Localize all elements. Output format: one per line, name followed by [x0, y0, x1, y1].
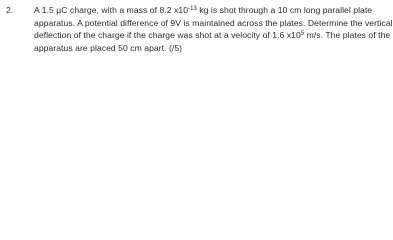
- question-line: deflection of the charge if the charge was shot at a velocity of 1.6 $x10^5$ m/s. The plates of the: [34, 30, 391, 40]
- exponent: -13: [188, 6, 197, 12]
- question-line: A 1.5 µC charge, with a mass of 8.2 $x10^{-13}$ kg is shot through a 10 cm long parallel plate: [34, 5, 373, 15]
- question-number: 2.: [6, 5, 14, 15]
- question-line: apparatus. A potential difference of 9V is maintained across the plates. Determine the vertical: [34, 17, 393, 28]
- question-line: apparatus are placed 50 cm apart. (/5): [34, 42, 183, 53]
- question-block: [0, 0, 393, 66]
- exponent: 5: [300, 31, 305, 37]
- question-text: [34, 4, 393, 54]
